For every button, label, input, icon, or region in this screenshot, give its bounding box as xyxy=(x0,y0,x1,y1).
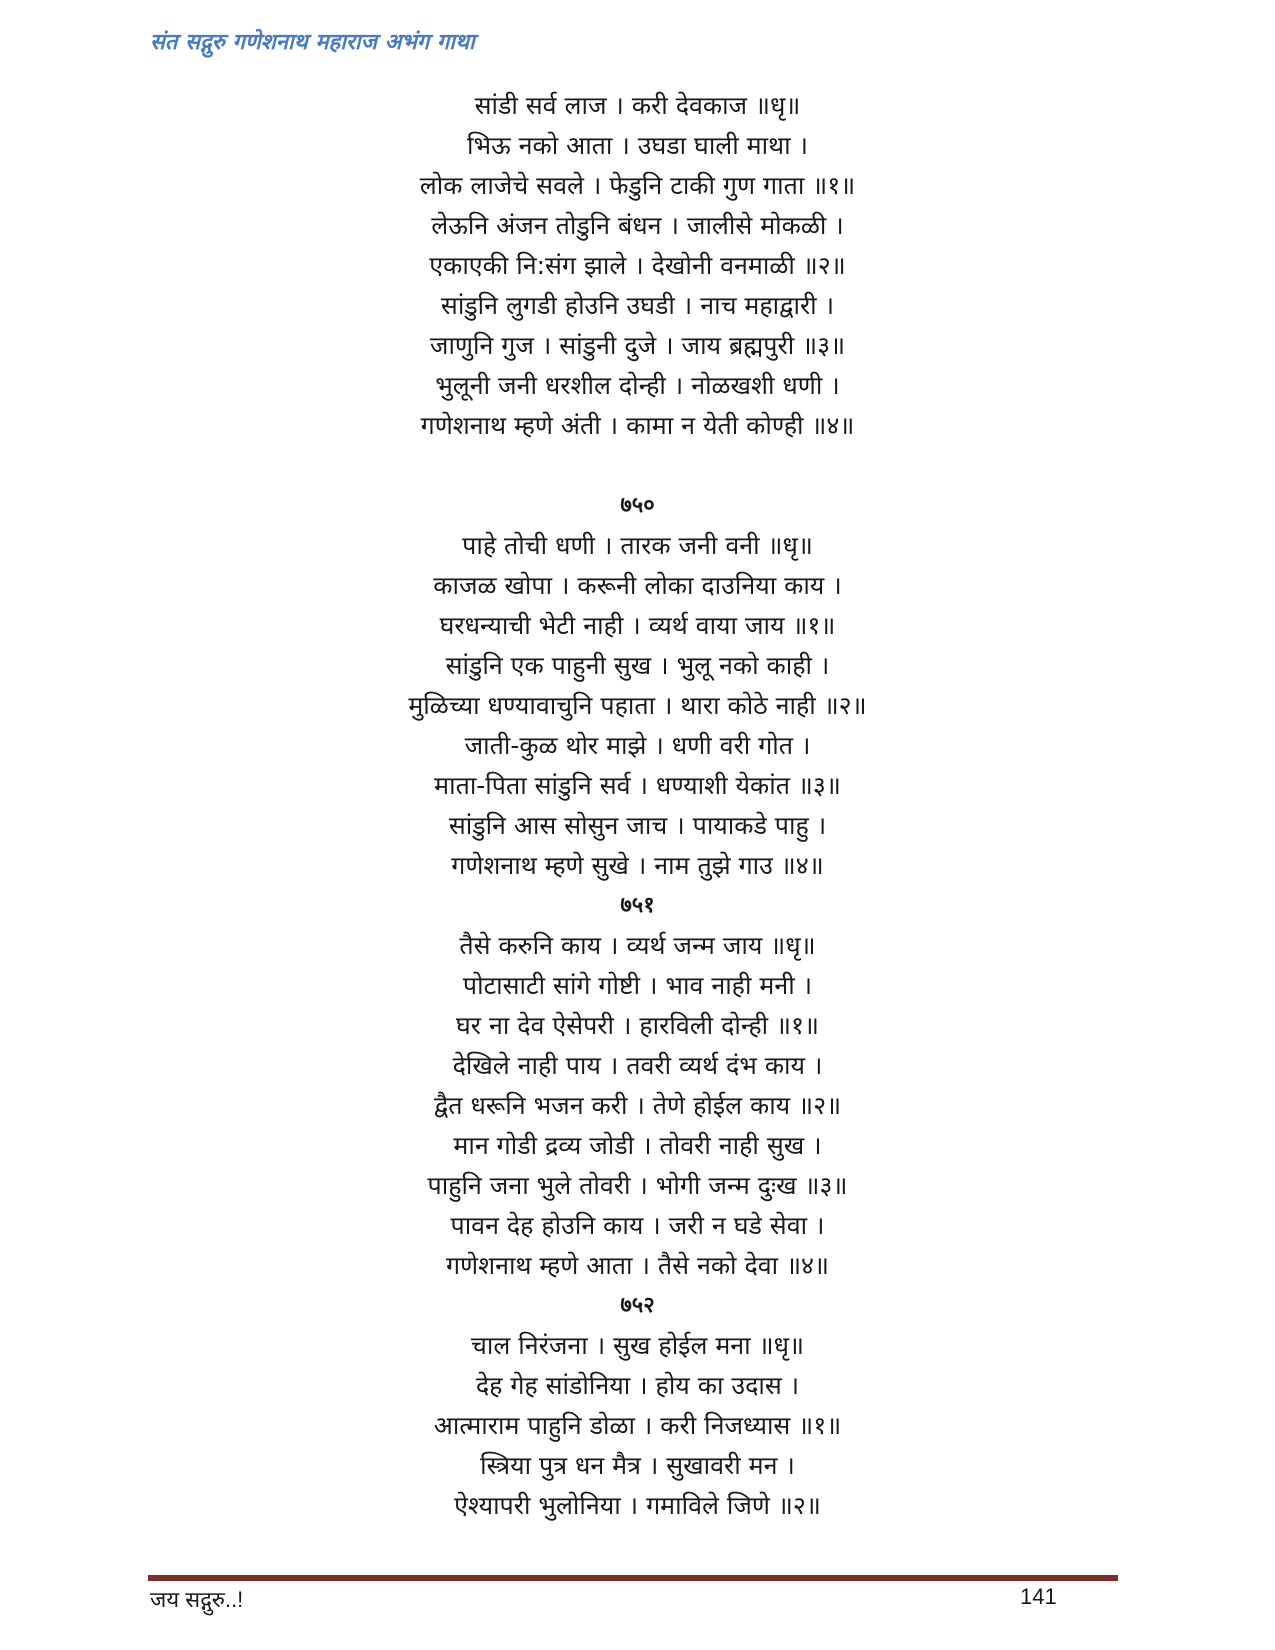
book-title-header: संत सद्गुरु गणेशनाथ महाराज अभंग गाथा xyxy=(150,29,475,55)
verse-line: सांडुनि आस सोसुन जाच । पायाकडे पाहु । xyxy=(448,811,827,840)
abhang-750 xyxy=(0,486,1275,886)
verse-line: सांडुनि एक पाहुनी सुख । भुलू नको काही । xyxy=(445,651,830,680)
verse-line: देह गेह सांडोनिया । होय का उदास । xyxy=(475,1371,800,1400)
verse-line: भिऊ नको आता । उघडा घाली माथा । xyxy=(467,131,808,160)
verse-line: पावन देह होउनि काय । जरी न घडे सेवा । xyxy=(450,1211,825,1240)
verse-line: माता-पिता सांडुनि सर्व । धण्याशी येकांत ॥३॥ xyxy=(434,771,841,800)
abhang-number: ७५१ xyxy=(620,893,655,918)
abhang-752 xyxy=(0,1286,1275,1526)
verse-line: घर ना देव ऐसेपरी । हारविली दोन्ही ॥१॥ xyxy=(456,1011,819,1040)
page-number: 141 xyxy=(1020,1584,1057,1609)
page-content xyxy=(0,86,1275,1526)
verse-line: मुळिच्या धण्यावाचुनि पहाता । थारा कोठे नाही ॥२॥ xyxy=(408,691,867,720)
abhang-749-tail xyxy=(0,86,1275,446)
verse-line: द्वैत धरूनि भजन करी । तेणे होईल काय ॥२॥ xyxy=(433,1091,842,1120)
footer-salutation: जय सद्गुरु..! xyxy=(150,1587,244,1612)
verse-line: पाहुनि जना भुले तोवरी । भोगी जन्म दुःख ॥३॥ xyxy=(427,1171,848,1200)
verse-line: ऐश्यापरी भुलोनिया । गमाविले जिणे ॥२॥ xyxy=(454,1491,821,1520)
verse-line: जाती-कुळ थोर माझे । धणी वरी गोत । xyxy=(464,731,811,760)
verse-line: गणेशनाथ म्हणे सुखे । नाम तुझे गाउ ॥४॥ xyxy=(451,851,824,880)
verse-line: सांडुनि लुगडी होउनि उघडी । नाच महाद्वारी । xyxy=(440,291,835,320)
verse-line: गणेशनाथ म्हणे आता । तैसे नको देवा ॥४॥ xyxy=(445,1251,830,1280)
verse-line: जाणुनि गुज । सांडुनी दुजे । जाय ब्रह्मपुरी ॥३॥ xyxy=(429,331,846,360)
abhang-number: ७५२ xyxy=(620,1293,655,1318)
verse-line: काजळ खोपा । करूनी लोका दाउनिया काय । xyxy=(433,571,842,600)
verse-line: पाहे तोची धणी । तारक जनी वनी ॥धृ॥ xyxy=(462,531,813,560)
verse-line: देखिले नाही पाय । तवरी व्यर्थ दंभ काय । xyxy=(452,1051,823,1080)
section-gap xyxy=(0,446,1275,486)
verse-line: भुलूनी जनी धरशील दोन्ही । नोळखशी धणी । xyxy=(435,371,840,400)
verse-line: लोक लाजेचे सवले । फेडुनि टाकी गुण गाता ॥१॥ xyxy=(419,171,856,200)
verse-line: एकाएकी नि:संग झाले । देखोनी वनमाळी ॥२॥ xyxy=(429,251,846,280)
verse-line: स्त्रिया पुत्र धन मैत्र । सुखावरी मन । xyxy=(480,1451,795,1480)
verse-line: पोटासाटी सांगे गोष्टी । भाव नाही मनी । xyxy=(462,971,813,1000)
abhang-751 xyxy=(0,886,1275,1286)
verse-line: तैसे करुनि काय । व्यर्थ जन्म जाय ॥धृ॥ xyxy=(459,931,816,960)
verse-line: आत्माराम पाहुनि डोळा । करी निजध्यास ॥१॥ xyxy=(433,1411,842,1440)
verse-line: घरधन्याची भेटी नाही । व्यर्थ वाया जाय ॥१॥ xyxy=(439,611,836,640)
abhang-number: ७५० xyxy=(620,493,655,518)
verse-line: मान गोडी द्रव्य जोडी । तोवरी नाही सुख । xyxy=(453,1131,822,1160)
verse-line: सांडी सर्व लाज । करी देवकाज ॥धृ॥ xyxy=(474,91,801,120)
verse-line: गणेशनाथ म्हणे अंती । कामा न येती कोण्ही ॥४॥ xyxy=(420,411,855,440)
verse-line: लेऊनि अंजन तोडुनि बंधन । जालीसे मोकळी । xyxy=(431,211,844,240)
footer-divider xyxy=(148,1575,1118,1581)
verse-line: चाल निरंजना । सुख होईल मना ॥धृ॥ xyxy=(471,1331,804,1360)
